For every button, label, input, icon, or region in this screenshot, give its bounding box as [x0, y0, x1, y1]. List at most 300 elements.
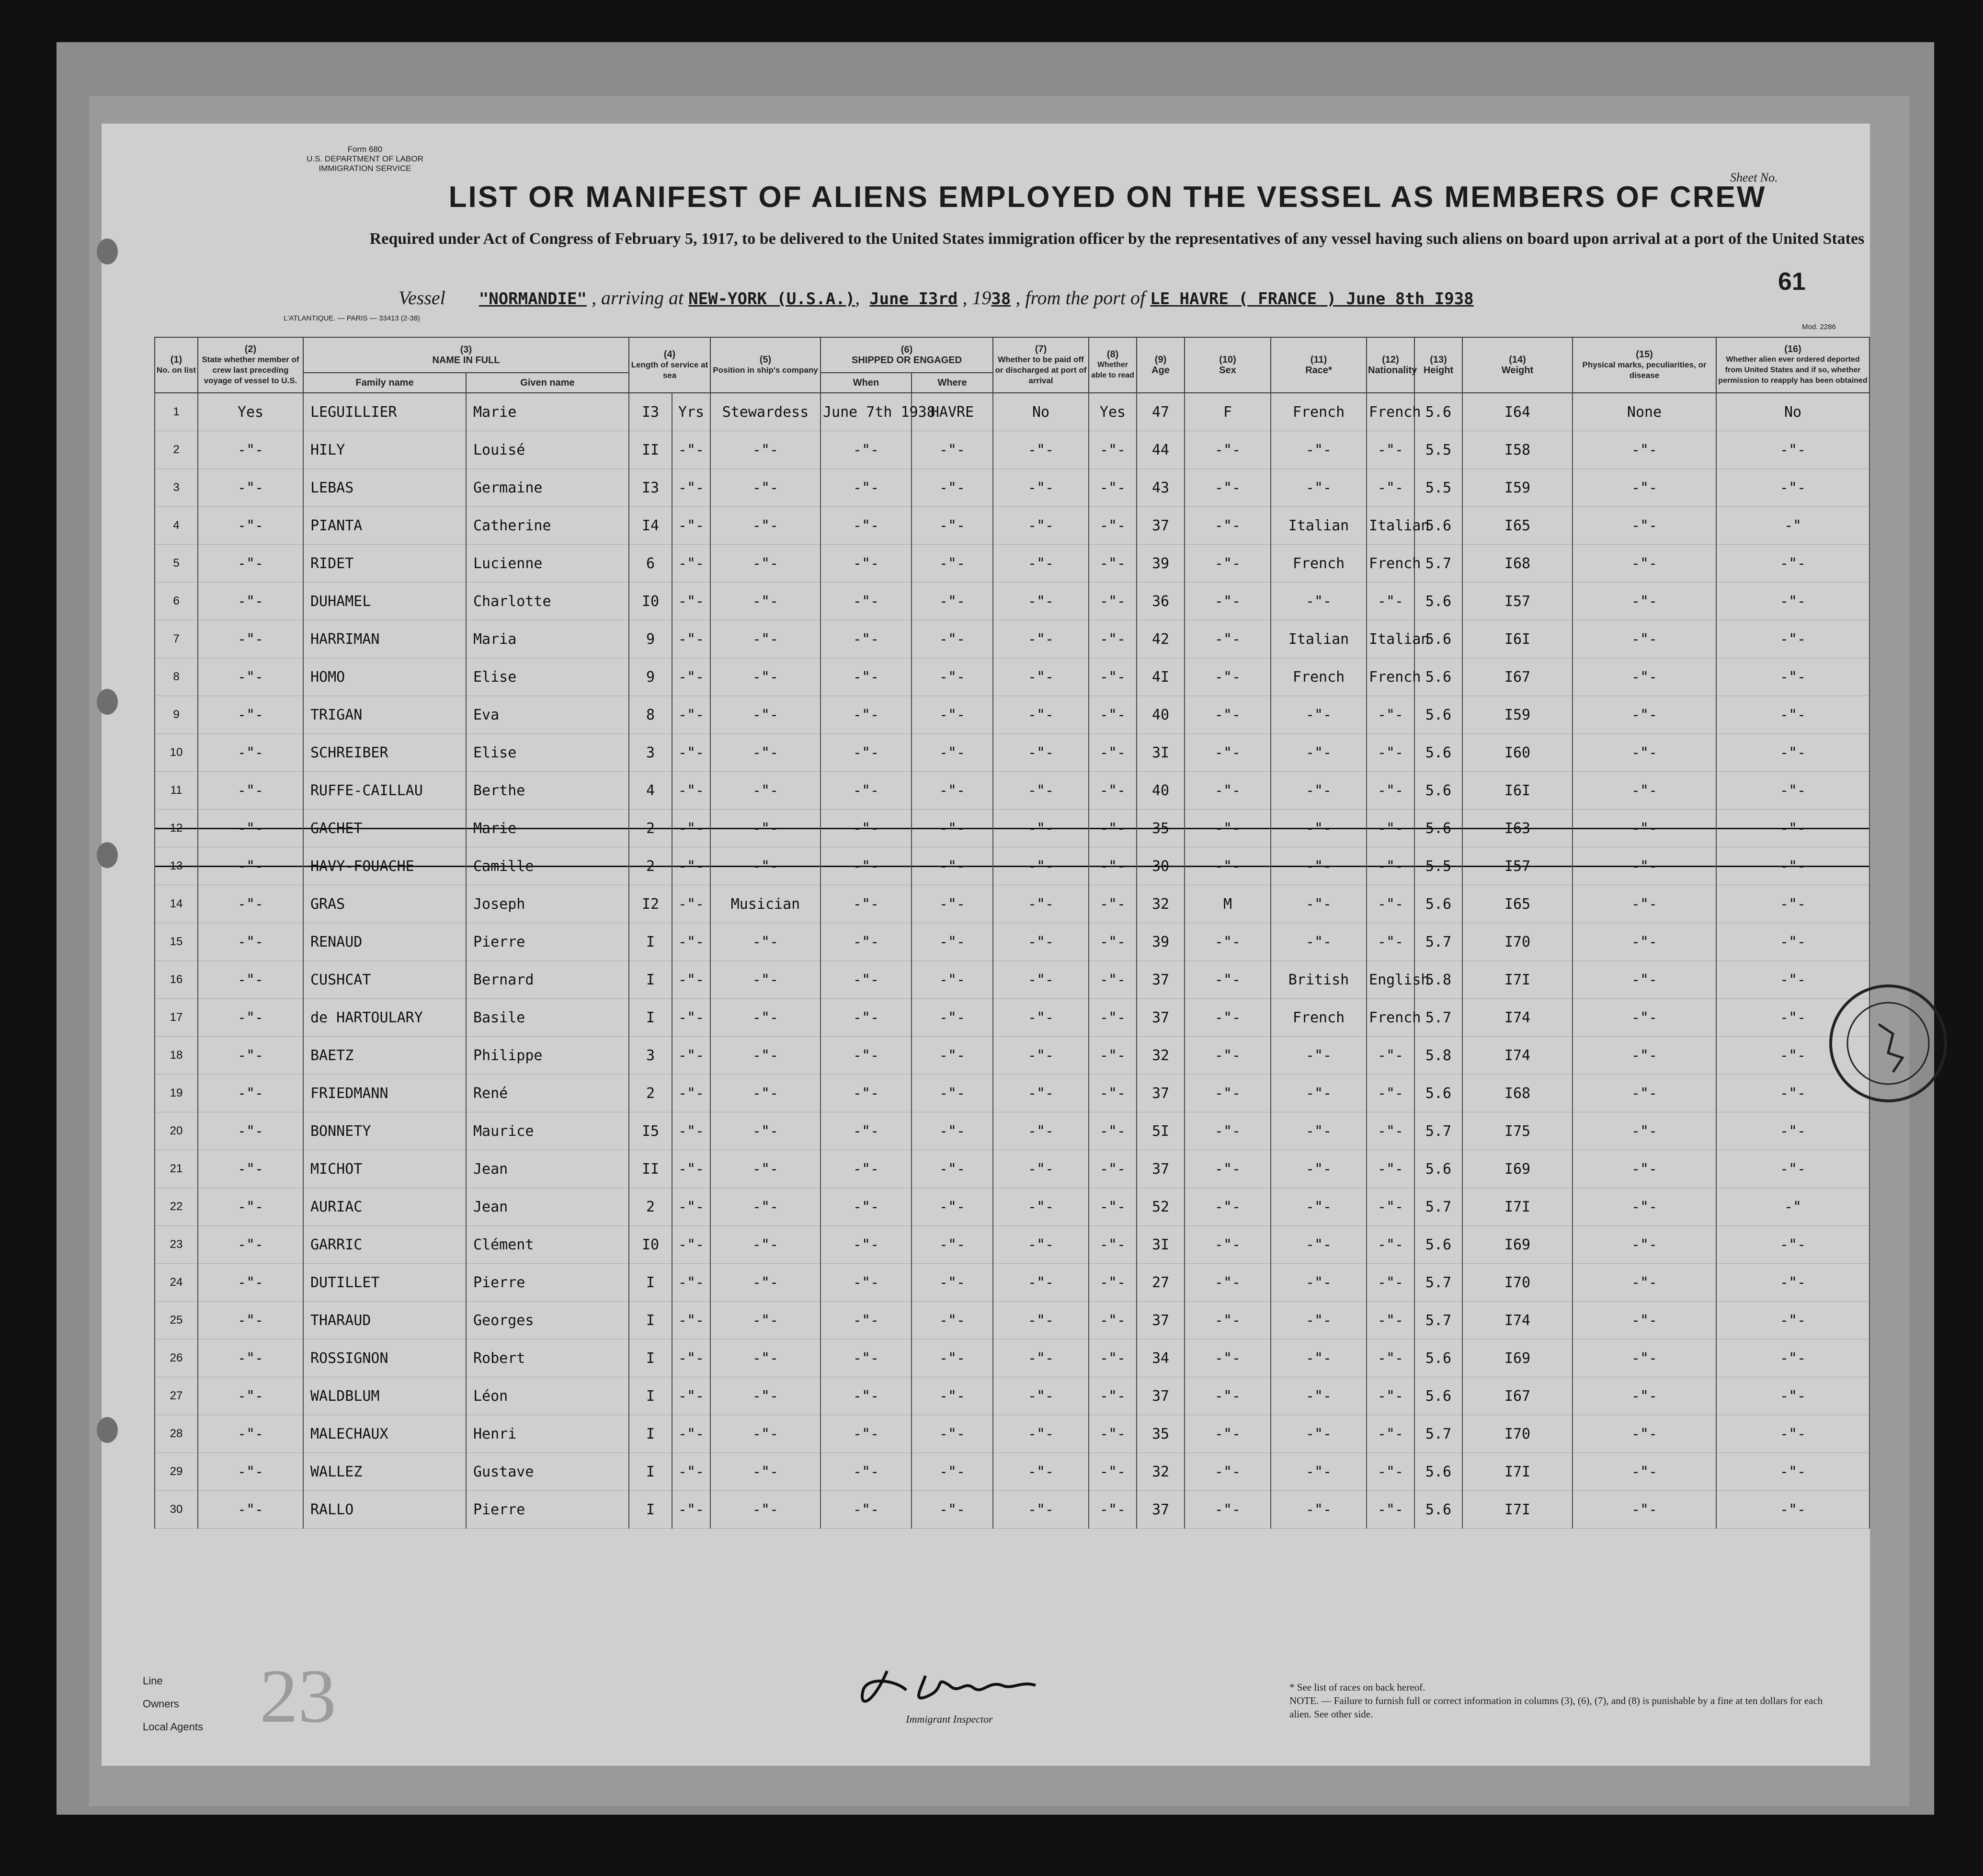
able-to-read-cell: -"- [1089, 583, 1137, 620]
shipped-where-cell: -"- [912, 1226, 993, 1264]
height-cell: 5.6 [1414, 1377, 1462, 1415]
sex-cell: -"- [1185, 469, 1271, 507]
no-cell: 23 [155, 1226, 198, 1264]
position-cell: -"- [710, 1302, 821, 1339]
shipped-when-cell: -"- [821, 1415, 912, 1453]
no-cell: 7 [155, 620, 198, 658]
deported-cell: No [1716, 393, 1869, 431]
given-name-cell: Elise [466, 734, 629, 772]
deported-cell: -"- [1716, 1377, 1869, 1415]
prev-voyage-cell: -"- [198, 1377, 303, 1415]
physical-marks-cell: -"- [1573, 658, 1716, 696]
prev-voyage-cell: -"- [198, 1112, 303, 1150]
position-cell: -"- [710, 620, 821, 658]
no-cell: 20 [155, 1112, 198, 1150]
sex-cell: -"- [1185, 583, 1271, 620]
position-cell: -"- [710, 1453, 821, 1491]
service-unit-cell: -"- [672, 1037, 710, 1075]
service-length-cell: 2 [629, 847, 672, 885]
nationality-cell: -"- [1367, 1264, 1414, 1302]
fine-note: NOTE. — Failure to furnish full or correct information in columns (3), (6), (7), and (8) is punishable by a fine at ten dollars for each alien. See other side. [1289, 1695, 1823, 1720]
able-to-read-cell: -"- [1089, 1339, 1137, 1377]
deported-cell: -"- [1716, 431, 1869, 469]
position-cell: -"- [710, 469, 821, 507]
page-subtitle: Required under Act of Congress of February 5, 1917, to be delivered to the United States immigration officer by the representatives of any vessel having such aliens on board upon arrival at a port of the United States [369, 230, 1865, 248]
able-to-read-cell: -"- [1089, 658, 1137, 696]
able-to-read-cell: -"- [1089, 507, 1137, 545]
physical-marks-cell: -"- [1573, 1264, 1716, 1302]
position-cell: -"- [710, 1491, 821, 1529]
sex-cell: -"- [1185, 1339, 1271, 1377]
sex-cell: -"- [1185, 1150, 1271, 1188]
height-cell: 5.6 [1414, 1150, 1462, 1188]
deported-cell: -"- [1716, 658, 1869, 696]
sheet-number-label: Sheet No. [1730, 171, 1778, 184]
nationality-cell: -"- [1367, 469, 1414, 507]
race-cell: Italian [1271, 620, 1367, 658]
nationality-cell: Italian [1367, 507, 1414, 545]
race-note: * See list of races on back hereof. [1289, 1682, 1425, 1693]
form-header [274, 145, 456, 173]
nationality-cell: -"- [1367, 1453, 1414, 1491]
height-cell: 5.6 [1414, 1453, 1462, 1491]
no-cell: 10 [155, 734, 198, 772]
sex-cell: -"- [1185, 431, 1271, 469]
table-row [155, 545, 1869, 583]
race-cell: -"- [1271, 583, 1367, 620]
nationality-cell: French [1367, 545, 1414, 583]
deported-cell: -"- [1716, 583, 1869, 620]
table-row [155, 393, 1869, 431]
service-length-cell: II [629, 1150, 672, 1188]
given-name-cell: Philippe [466, 1037, 629, 1075]
deported-cell: -"- [1716, 1037, 1869, 1075]
physical-marks-cell: -"- [1573, 545, 1716, 583]
family-name-cell: MICHOT [303, 1150, 466, 1188]
position-cell: -"- [710, 696, 821, 734]
shipped-where-cell: -"- [912, 1339, 993, 1377]
service-unit-cell: -"- [672, 734, 710, 772]
service-length-cell: I0 [629, 583, 672, 620]
position-cell: -"- [710, 1150, 821, 1188]
no-cell: 16 [155, 961, 198, 999]
sex-cell: -"- [1185, 1226, 1271, 1264]
service-unit-cell: -"- [672, 923, 710, 961]
paid-off-cell: -"- [993, 583, 1089, 620]
inspector-signature [854, 1661, 1093, 1714]
paid-off-cell: -"- [993, 658, 1089, 696]
physical-marks-cell: -"- [1573, 1188, 1716, 1226]
race-cell: -"- [1271, 1415, 1367, 1453]
weight-cell: I6I [1462, 772, 1573, 810]
family-name-cell: GARRIC [303, 1226, 466, 1264]
nationality-cell: English [1367, 961, 1414, 999]
nationality-cell: -"- [1367, 1075, 1414, 1112]
nationality-cell: -"- [1367, 1226, 1414, 1264]
prev-voyage-cell: -"- [198, 1491, 303, 1529]
shipped-when-cell: -"- [821, 1150, 912, 1188]
physical-marks-cell: -"- [1573, 772, 1716, 810]
col-service-length: (4) Length of service at sea [629, 337, 710, 393]
shipped-where-cell: -"- [912, 1453, 993, 1491]
table-row [155, 1377, 1869, 1415]
punch-hole [97, 842, 118, 868]
shipped-where-cell: -"- [912, 772, 993, 810]
age-cell: 37 [1137, 961, 1185, 999]
weight-cell: I67 [1462, 1377, 1573, 1415]
physical-marks-cell: -"- [1573, 1453, 1716, 1491]
given-name-cell: Léon [466, 1377, 629, 1415]
age-cell: 40 [1137, 772, 1185, 810]
no-cell: 13 [155, 847, 198, 885]
prev-voyage-cell: -"- [198, 1339, 303, 1377]
nationality-cell: -"- [1367, 696, 1414, 734]
physical-marks-cell: -"- [1573, 734, 1716, 772]
race-cell: -"- [1271, 772, 1367, 810]
no-cell: 27 [155, 1377, 198, 1415]
arrival-date: June I3rd [869, 289, 958, 309]
prev-voyage-cell: -"- [198, 772, 303, 810]
height-cell: 5.8 [1414, 1037, 1462, 1075]
physical-marks-cell: -"- [1573, 1491, 1716, 1529]
shipped-where-cell: -"- [912, 1150, 993, 1188]
family-name-cell: FRIEDMANN [303, 1075, 466, 1112]
inspector-label: Immigrant Inspector [906, 1713, 993, 1725]
able-to-read-cell: -"- [1089, 1453, 1137, 1491]
age-cell: 32 [1137, 1453, 1185, 1491]
sex-cell: -"- [1185, 1453, 1271, 1491]
height-cell: 5.7 [1414, 999, 1462, 1037]
able-to-read-cell: -"- [1089, 810, 1137, 847]
paid-off-cell: -"- [993, 961, 1089, 999]
service-unit-cell: -"- [672, 772, 710, 810]
physical-marks-cell: -"- [1573, 1339, 1716, 1377]
prev-voyage-cell: -"- [198, 507, 303, 545]
able-to-read-cell: -"- [1089, 1112, 1137, 1150]
prev-voyage-cell: -"- [198, 1037, 303, 1075]
nationality-cell: French [1367, 999, 1414, 1037]
family-name-cell: RIDET [303, 545, 466, 583]
no-cell: 9 [155, 696, 198, 734]
family-name-cell: HARRIMAN [303, 620, 466, 658]
service-unit-cell: -"- [672, 1188, 710, 1226]
sex-cell: -"- [1185, 1112, 1271, 1150]
shipped-when-cell: -"- [821, 1188, 912, 1226]
paid-off-cell: -"- [993, 1264, 1089, 1302]
height-cell: 5.7 [1414, 1264, 1462, 1302]
shipped-where-cell: -"- [912, 1188, 993, 1226]
prev-voyage-cell: -"- [198, 658, 303, 696]
able-to-read-cell: -"- [1089, 1188, 1137, 1226]
shipped-where-cell: -"- [912, 810, 993, 847]
sex-cell: -"- [1185, 847, 1271, 885]
official-stamp [1821, 967, 1917, 1120]
deported-cell: -"- [1716, 1415, 1869, 1453]
col-paid-off: (7) Whether to be paid off or discharged at port of arrival [993, 337, 1089, 393]
sex-cell: F [1185, 393, 1271, 431]
position-cell: -"- [710, 1226, 821, 1264]
no-cell: 19 [155, 1075, 198, 1112]
service-length-cell: I [629, 1453, 672, 1491]
given-name-cell: Pierre [466, 923, 629, 961]
age-cell: 27 [1137, 1264, 1185, 1302]
able-to-read-cell: -"- [1089, 772, 1137, 810]
paid-off-cell: -"- [993, 1339, 1089, 1377]
nationality-cell: -"- [1367, 734, 1414, 772]
crew-manifest-table [154, 337, 1870, 1529]
height-cell: 5.6 [1414, 1491, 1462, 1529]
physical-marks-cell: -"- [1573, 1377, 1716, 1415]
weight-cell: I74 [1462, 1037, 1573, 1075]
race-cell: -"- [1271, 847, 1367, 885]
weight-cell: I59 [1462, 469, 1573, 507]
service-length-cell: 3 [629, 1037, 672, 1075]
shipped-when-cell: -"- [821, 545, 912, 583]
height-cell: 5.7 [1414, 1302, 1462, 1339]
deported-cell: -"- [1716, 847, 1869, 885]
shipped-where-cell: -"- [912, 696, 993, 734]
weight-cell: I63 [1462, 810, 1573, 847]
shipped-where-cell: -"- [912, 847, 993, 885]
col-given-name: Given name [466, 373, 629, 393]
given-name-cell: Clément [466, 1226, 629, 1264]
deported-cell: -"- [1716, 810, 1869, 847]
weight-cell: I67 [1462, 658, 1573, 696]
height-cell: 5.6 [1414, 393, 1462, 431]
age-cell: 44 [1137, 431, 1185, 469]
shipped-where-cell: -"- [912, 1037, 993, 1075]
service-length-cell: I [629, 1377, 672, 1415]
service-length-cell: 4 [629, 772, 672, 810]
table-row [155, 1112, 1869, 1150]
service-length-cell: I [629, 923, 672, 961]
local-agents-label: Local Agents [143, 1721, 203, 1733]
race-cell: -"- [1271, 1188, 1367, 1226]
arrival-year: 38 [991, 289, 1011, 309]
weight-cell: I60 [1462, 734, 1573, 772]
service-unit-cell: -"- [672, 658, 710, 696]
nationality-cell: French [1367, 393, 1414, 431]
age-cell: 37 [1137, 1075, 1185, 1112]
deported-cell: -"- [1716, 734, 1869, 772]
col-name: (3) NAME IN FULL [303, 337, 629, 373]
shipped-where-cell: -"- [912, 1415, 993, 1453]
service-length-cell: I5 [629, 1112, 672, 1150]
service-unit-cell: -"- [672, 1226, 710, 1264]
service-length-cell: I [629, 1302, 672, 1339]
nationality-cell: -"- [1367, 810, 1414, 847]
family-name-cell: RUFFE-CAILLAU [303, 772, 466, 810]
shipped-when-cell: -"- [821, 885, 912, 923]
height-cell: 5.6 [1414, 772, 1462, 810]
race-cell: -"- [1271, 1339, 1367, 1377]
physical-marks-cell: -"- [1573, 431, 1716, 469]
able-to-read-cell: Yes [1089, 393, 1137, 431]
department: U.S. DEPARTMENT OF LABOR [307, 154, 423, 163]
able-to-read-cell: -"- [1089, 1302, 1137, 1339]
physical-marks-cell: -"- [1573, 847, 1716, 885]
no-cell: 6 [155, 583, 198, 620]
position-cell: -"- [710, 583, 821, 620]
col-age: (9) Age [1137, 337, 1185, 393]
shipped-where-cell: -"- [912, 734, 993, 772]
nationality-cell: -"- [1367, 1302, 1414, 1339]
col-shipped-when: When [821, 373, 912, 393]
family-name-cell: GRAS [303, 885, 466, 923]
prev-voyage-cell: -"- [198, 961, 303, 999]
weight-cell: I74 [1462, 1302, 1573, 1339]
service-length-cell: I [629, 999, 672, 1037]
table-row [155, 507, 1869, 545]
age-cell: 4I [1137, 658, 1185, 696]
service-unit-cell: -"- [672, 1339, 710, 1377]
table-row [155, 1302, 1869, 1339]
col-able-to-read: (8) Whether able to read [1089, 337, 1137, 393]
position-cell: -"- [710, 1415, 821, 1453]
race-cell: -"- [1271, 1264, 1367, 1302]
col-shipped: (6) SHIPPED OR ENGAGED [821, 337, 993, 373]
position-cell: -"- [710, 1075, 821, 1112]
sex-cell: -"- [1185, 696, 1271, 734]
no-cell: 8 [155, 658, 198, 696]
weight-cell: I70 [1462, 1415, 1573, 1453]
race-cell: -"- [1271, 1491, 1367, 1529]
shipped-when-cell: June 7th 1938 [821, 393, 912, 431]
deported-cell: -"- [1716, 1150, 1869, 1188]
service-length-cell: I [629, 1264, 672, 1302]
paid-off-cell: -"- [993, 1188, 1089, 1226]
prev-voyage-cell: -"- [198, 923, 303, 961]
position-cell: -"- [710, 1264, 821, 1302]
sex-cell: -"- [1185, 1037, 1271, 1075]
punch-hole [97, 1417, 118, 1443]
given-name-cell: Maurice [466, 1112, 629, 1150]
physical-marks-cell: -"- [1573, 923, 1716, 961]
shipped-when-cell: -"- [821, 772, 912, 810]
physical-marks-cell: -"- [1573, 885, 1716, 923]
shipped-where-cell: -"- [912, 885, 993, 923]
no-cell: 22 [155, 1188, 198, 1226]
deported-cell: -"- [1716, 923, 1869, 961]
col-family-name: Family name [303, 373, 466, 393]
service: IMMIGRATION SERVICE [319, 164, 411, 173]
height-cell: 5.5 [1414, 469, 1462, 507]
nationality-cell: Italian [1367, 620, 1414, 658]
sex-cell: -"- [1185, 810, 1271, 847]
height-cell: 5.7 [1414, 923, 1462, 961]
col-sex: (10) Sex [1185, 337, 1271, 393]
paid-off-cell: -"- [993, 1037, 1089, 1075]
paid-off-cell: -"- [993, 1075, 1089, 1112]
family-name-cell: AURIAC [303, 1188, 466, 1226]
nationality-cell: -"- [1367, 923, 1414, 961]
no-cell: 14 [155, 885, 198, 923]
deported-cell: -"- [1716, 1453, 1869, 1491]
able-to-read-cell: -"- [1089, 885, 1137, 923]
height-cell: 5.8 [1414, 961, 1462, 999]
service-unit-cell: -"- [672, 847, 710, 885]
paid-off-cell: -"- [993, 1415, 1089, 1453]
sex-cell: -"- [1185, 961, 1271, 999]
deported-cell: -"- [1716, 1339, 1869, 1377]
col-deported: (16) Whether alien ever ordered deported from United States and if so, whether permission to reapply has been obtained [1716, 337, 1869, 393]
no-cell: 30 [155, 1491, 198, 1529]
prev-voyage-cell: -"- [198, 1302, 303, 1339]
weight-cell: I59 [1462, 696, 1573, 734]
prev-voyage-cell: -"- [198, 1226, 303, 1264]
table-row [155, 469, 1869, 507]
family-name-cell: HILY [303, 431, 466, 469]
service-unit-cell: -"- [672, 999, 710, 1037]
paid-off-cell: -"- [993, 469, 1089, 507]
paid-off-cell: -"- [993, 1491, 1089, 1529]
race-cell: -"- [1271, 469, 1367, 507]
table-row [155, 1188, 1869, 1226]
paid-off-cell: -"- [993, 1377, 1089, 1415]
family-name-cell: DUTILLET [303, 1264, 466, 1302]
sex-cell: -"- [1185, 1415, 1271, 1453]
shipped-when-cell: -"- [821, 1226, 912, 1264]
age-cell: 37 [1137, 1150, 1185, 1188]
able-to-read-cell: -"- [1089, 961, 1137, 999]
able-to-read-cell: -"- [1089, 431, 1137, 469]
col-weight: (14) Weight [1462, 337, 1573, 393]
able-to-read-cell: -"- [1089, 923, 1137, 961]
physical-marks-cell: -"- [1573, 1075, 1716, 1112]
punch-hole [97, 239, 118, 264]
deported-cell: -"- [1716, 469, 1869, 507]
able-to-read-cell: -"- [1089, 545, 1137, 583]
table-row [155, 658, 1869, 696]
height-cell: 5.5 [1414, 847, 1462, 885]
paid-off-cell: -"- [993, 734, 1089, 772]
service-length-cell: I [629, 1491, 672, 1529]
position-cell: -"- [710, 1188, 821, 1226]
age-cell: 30 [1137, 847, 1185, 885]
physical-marks-cell: -"- [1573, 469, 1716, 507]
able-to-read-cell: -"- [1089, 1226, 1137, 1264]
service-unit-cell: -"- [672, 696, 710, 734]
service-unit-cell: -"- [672, 810, 710, 847]
table-row [155, 620, 1869, 658]
given-name-cell: Maria [466, 620, 629, 658]
col-shipped-where: Where [912, 373, 993, 393]
family-name-cell: de HARTOULARY [303, 999, 466, 1037]
height-cell: 5.5 [1414, 431, 1462, 469]
paid-off-cell: -"- [993, 999, 1089, 1037]
deported-cell: -"- [1716, 696, 1869, 734]
footnote [1289, 1681, 1845, 1721]
nationality-cell: French [1367, 658, 1414, 696]
height-cell: 5.7 [1414, 1415, 1462, 1453]
position-cell: -"- [710, 999, 821, 1037]
shipped-where-cell: -"- [912, 431, 993, 469]
table-row [155, 1491, 1869, 1529]
table-row [155, 1037, 1869, 1075]
no-cell: 18 [155, 1037, 198, 1075]
paid-off-cell: -"- [993, 431, 1089, 469]
physical-marks-cell: -"- [1573, 1112, 1716, 1150]
able-to-read-cell: -"- [1089, 1415, 1137, 1453]
given-name-cell: Berthe [466, 772, 629, 810]
table-row [155, 1264, 1869, 1302]
paid-off-cell: -"- [993, 507, 1089, 545]
deported-cell: -"- [1716, 620, 1869, 658]
table-row [155, 961, 1869, 999]
age-cell: 3I [1137, 734, 1185, 772]
race-cell: -"- [1271, 696, 1367, 734]
no-cell: 21 [155, 1150, 198, 1188]
